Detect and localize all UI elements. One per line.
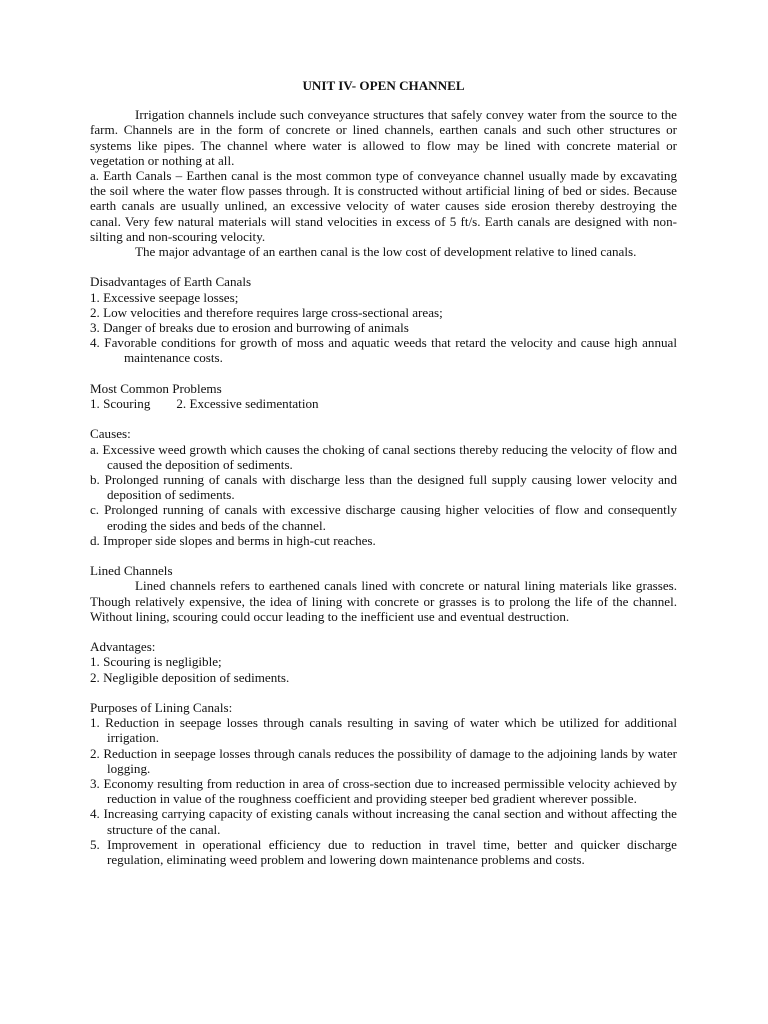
problem-item: 2. Excessive sedimentation xyxy=(176,396,319,412)
cause-item: b. Prolonged running of canals with discharge less than the designed full supply causing lower velocity and deposition of sediments. xyxy=(90,472,677,503)
purpose-item: 3. Economy resulting from reduction in area of cross-section due to increased permissible velocity achieved by reduction in value of the roughness coefficient and providing steeper bed gradient wherever possible. xyxy=(90,776,677,807)
disadvantage-item: 1. Excessive seepage losses; xyxy=(90,289,239,305)
spacer xyxy=(90,366,677,381)
disadvantages-heading: Disadvantages of Earth Canals xyxy=(90,274,252,290)
cause-item: d. Improper side slopes and berms in high-cut reaches. xyxy=(90,532,376,548)
advantage-item: 2. Negligible deposition of sediments. xyxy=(90,669,290,685)
problem-item: 1. Scouring xyxy=(90,396,151,412)
purposes-heading: Purposes of Lining Canals: xyxy=(90,700,233,716)
purpose-item: 5. Improvement in operational efficiency due to reduction in travel time, better and quicker discharge regulation, eliminating weed problem and lowering down maintenance problems and costs. xyxy=(90,836,677,868)
purpose-item: 2. Reduction in seepage losses through canals reduces the possibility of damage to the adjoining lands by water logging. xyxy=(90,745,677,776)
page-title: UNIT IV- OPEN CHANNEL xyxy=(302,78,465,93)
advantage-item: 1. Scouring is negligible; xyxy=(90,654,222,670)
problems-heading: Most Common Problems xyxy=(90,380,222,396)
problems-list xyxy=(90,396,677,411)
spacer xyxy=(90,624,677,639)
earthen-advantage-paragraph: The major advantage of an earthen canal is the low cost of development relative to lined canals. xyxy=(135,244,637,260)
cause-item: a. Excessive weed growth which causes the choking of canal sections thereby reducing the velocity of flow and caused the deposition of sediments. xyxy=(90,441,677,472)
disadvantage-item: 4. Favorable conditions for growth of moss and aquatic weeds that retard the velocity and cause high annual maintenance costs. xyxy=(90,335,677,366)
spacer xyxy=(90,548,677,563)
disadvantage-item: 3. Danger of breaks due to erosion and burrowing of animals xyxy=(90,320,409,336)
spacer xyxy=(90,685,677,700)
spacer xyxy=(90,411,677,426)
document-page xyxy=(90,78,677,867)
spacer xyxy=(90,259,677,274)
purpose-item: 1. Reduction in seepage losses through canals resulting in saving of water which be utilized for additional irrigation. xyxy=(90,715,677,746)
cause-item: c. Prolonged running of canals with excessive discharge causing higher velocities of flow and consequently eroding the sides and beds of the channel. xyxy=(90,502,677,533)
earth-canals-paragraph: a. Earth Canals – Earthen canal is the most common type of conveyance channel usually made by excavating the soil where the water flow passes through. It is constructed without artificial lining of bed or sides. Because earth canals are usually unlined, an excessive velocity of water causes side erosion thereby destroying the canal. Very few natural materials will stand velocities in excess of 5 ft/s. Earth canals are designed with non-silting and non-scouring velocity. xyxy=(90,168,677,244)
advantages-heading: Advantages: xyxy=(90,639,156,655)
intro-paragraph: Irrigation channels include such conveyance structures that safely convey water from the source to the farm. Channels are in the form of concrete or lined channels, earthen canals and such other structures or systems like pipes. The channel where water is allowed to flow may be lined with concrete material or vegetation or nothing at all. xyxy=(90,107,677,168)
purpose-item: 4. Increasing carrying capacity of existing canals without increasing the canal section and without affecting the structure of the canal. xyxy=(90,806,677,837)
lined-paragraph: Lined channels refers to earthened canals lined with concrete or natural lining materials like grasses. Though relatively expensive, the idea of lining with concrete or grasses is to prolong the life of the channel. Without lining, scouring could occur leading to the inefficient use and eventual destruction. xyxy=(90,578,677,624)
lined-heading: Lined Channels xyxy=(90,563,173,579)
causes-heading: Causes: xyxy=(90,426,131,442)
disadvantage-item: 2. Low velocities and therefore requires large cross-sectional areas; xyxy=(90,304,443,320)
